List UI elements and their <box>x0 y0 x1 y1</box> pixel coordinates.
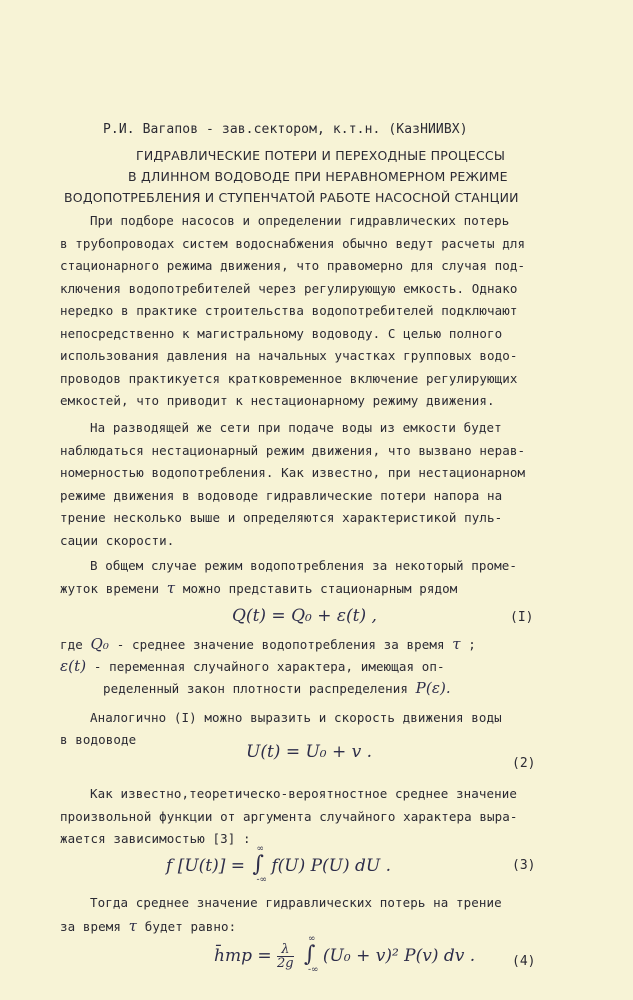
equation-4-number: (4) <box>512 954 536 969</box>
para1-line-4: ключения водопотребителей через регулирующую емкость. Однако <box>60 281 518 296</box>
fraction-numerator: λ <box>277 943 294 957</box>
para4-line-2: в водоводе <box>60 732 137 747</box>
fraction <box>277 943 294 970</box>
where-line-3 <box>103 680 451 697</box>
tau-symbol-2: τ <box>452 635 461 653</box>
integral-sign: ∫ ∞ -∞ <box>252 844 267 885</box>
equation-4-lhs: h̄тр = <box>214 946 272 966</box>
para6-line-2 <box>60 918 236 935</box>
fraction-denominator: 2g <box>277 956 294 971</box>
para6-line-2-end: будет равно: <box>144 919 237 934</box>
where-line-3-text: ределенный закон плотности распределения <box>103 681 409 696</box>
equation-2: U(t) = U₀ + v . <box>246 742 373 762</box>
para2-line-5: трение несколько выше и определяются характеристикой пуль- <box>60 510 503 525</box>
para5-line-2: произвольной функции от аргумента случайного характера выра- <box>60 809 518 824</box>
para4-line-1: Аналогично (I) можно выразить и скорость движения воды <box>90 710 502 725</box>
title-line-2: В ДЛИННОМ ВОДОВОДЕ ПРИ НЕРАВНОМЕРНОМ РЕЖИМЕ <box>128 169 508 184</box>
para1-line-8: проводов практикуется кратковременное включение регулирующих <box>60 371 518 386</box>
para2-line-3: номерностью водопотребления. Как известно, при нестационарном <box>60 465 526 480</box>
equation-3 <box>166 844 392 885</box>
para6-line-1: Тогда среднее значение гидравлических потерь на трение <box>90 895 502 910</box>
epsilon-symbol: ε(t) <box>60 657 87 675</box>
para1-line-1: При подборе насосов и определении гидравлических потерь <box>90 213 510 228</box>
title-line-3: ВОДОПОТРЕБЛЕНИЯ И СТУПЕНЧАТОЙ РАБОТЕ НАСОСНОЙ СТАНЦИИ <box>64 190 519 205</box>
integral-sign-2: ∫ ∞ -∞ <box>304 934 319 975</box>
para2-line-1: На разводящей же сети при подаче воды из емкости будет <box>90 420 502 435</box>
para1-line-2: в трубопроводах систем водоснабжения обычно ведут расчеты для <box>60 236 526 251</box>
para5-line-3: жается зависимостью [3] : <box>60 831 251 846</box>
q0-symbol: Q₀ <box>90 635 110 653</box>
where-line-2-text: - переменная случайного характера, имеющая оп- <box>93 659 445 674</box>
para6-line-2-start: за время <box>60 919 122 934</box>
tau-symbol-3: τ <box>128 917 138 935</box>
equation-4 <box>214 934 476 975</box>
integral-lower-limit: -∞ <box>256 875 267 885</box>
where-line-1-text: - среднее значение водопотребления за время <box>116 637 445 652</box>
para1-line-7: использования давления на начальных участках групповых водо- <box>60 348 518 363</box>
para2-line-2: наблюдаться нестационарный режим движения, что вызвано нерав- <box>60 443 526 458</box>
where-line-1 <box>60 636 476 653</box>
para5-line-1: Как известно,теоретическо-вероятностное среднее значение <box>90 786 518 801</box>
equation-2-number: (2) <box>512 756 536 771</box>
para3-line-1: В общем случае режим водопотребления за некоторый проме- <box>90 558 518 573</box>
para3-line-2-start: жуток времени <box>60 581 160 596</box>
where-line-1-tail: ; <box>468 637 476 652</box>
equation-1-number: (I) <box>510 610 534 625</box>
integral-upper-limit: ∞ <box>256 844 264 854</box>
integral-upper-limit-2: ∞ <box>308 934 316 944</box>
tau-symbol: τ <box>166 579 176 597</box>
equation-3-lhs: f [U(t)] = <box>166 856 246 876</box>
equation-3-rhs: f(U) P(U) dU . <box>271 856 392 876</box>
para3-line-2-end: можно представить стационарным рядом <box>182 581 458 596</box>
para1-line-6: непосредственно к магистральному водоводу. С целью полного <box>60 326 503 341</box>
para1-line-3: стационарного режима движения, что правомерно для случая под- <box>60 258 526 273</box>
p-epsilon-symbol: P(ε). <box>415 679 451 697</box>
integral-lower-limit-2: -∞ <box>308 965 319 975</box>
title-line-1: ГИДРАВЛИЧЕСКИЕ ПОТЕРИ И ПЕРЕХОДНЫЕ ПРОЦЕССЫ <box>136 148 506 163</box>
where-prefix: где <box>60 637 83 652</box>
para1-line-5: нередко в практике строительства водопотребителей подключают <box>60 303 518 318</box>
para2-line-4: режиме движения в водоводе гидравлические потери напора на <box>60 488 503 503</box>
equation-1: Q(t) = Q₀ + ε(t) , <box>232 606 377 626</box>
where-line-2 <box>60 658 445 675</box>
para3-line-2 <box>60 580 457 597</box>
equation-4-rhs: (U₀ + v)² P(v) dv . <box>322 946 476 966</box>
para1-line-9: емкостей, что приводит к нестационарному режиму движения. <box>60 393 495 408</box>
equation-3-number: (3) <box>512 858 536 873</box>
para2-line-6: сации скорости. <box>60 533 175 548</box>
author-line: Р.И. Вагапов - зав.сектором, к.т.н. (КазНИИВХ) <box>103 122 468 137</box>
